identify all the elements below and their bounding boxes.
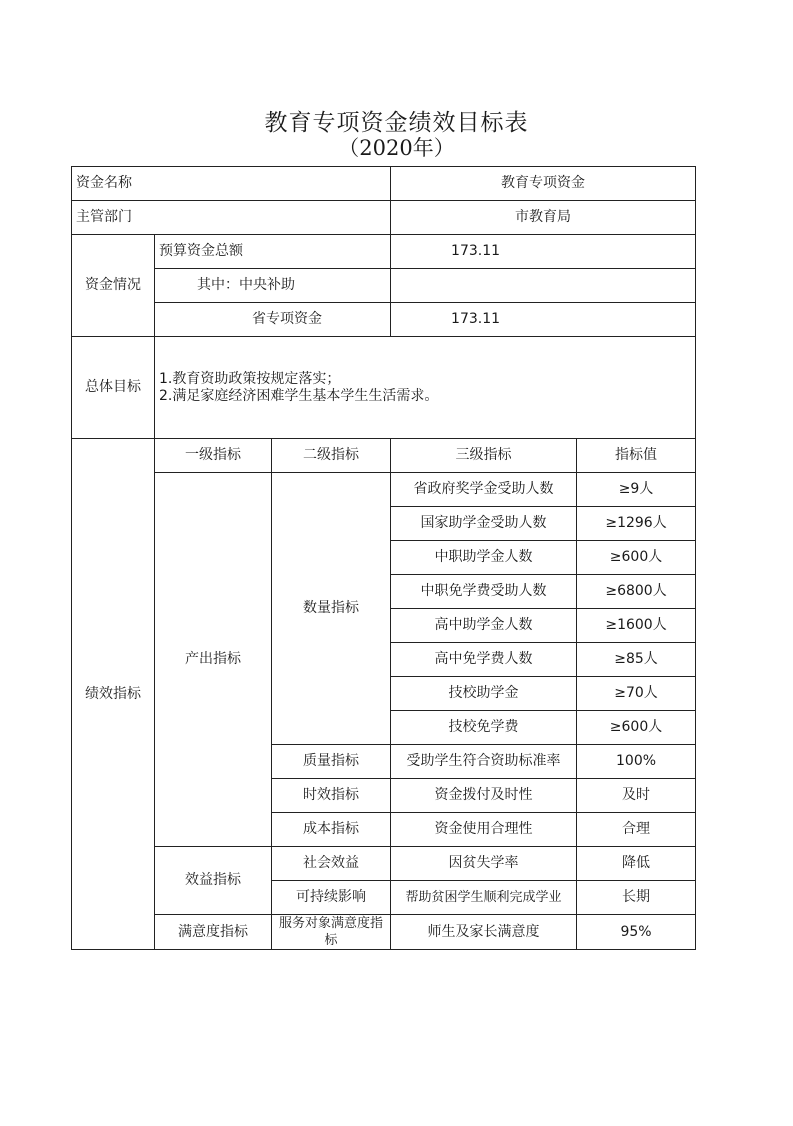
satisfaction-indicator-label: 满意度指标 — [155, 915, 272, 950]
overall-goal-content — [155, 337, 696, 439]
indicator-value: 降低 — [577, 847, 696, 881]
indicator-name: 资金拨付及时性 — [391, 779, 577, 813]
provincial-fund-label: 省专项资金 — [155, 303, 391, 337]
overall-goal-label: 总体目标 — [72, 337, 155, 439]
indicator-value: ≥85人 — [577, 643, 696, 677]
budget-total-value: 173.11 — [391, 235, 696, 269]
table-row — [72, 847, 696, 881]
fund-situation-label: 资金情况 — [72, 235, 155, 337]
quantity-indicator-label: 数量指标 — [272, 473, 391, 745]
table-row — [72, 303, 696, 337]
goal-line-2: 2.满足家庭经济困难学生基本学生生活需求。 — [159, 388, 439, 404]
table-row — [72, 915, 696, 950]
social-benefit-label: 社会效益 — [272, 847, 391, 881]
indicator-name: 技校免学费 — [391, 711, 577, 745]
header-level-1: 一级指标 — [155, 439, 272, 473]
indicator-name: 师生及家长满意度 — [391, 915, 577, 950]
cost-indicator-label: 成本指标 — [272, 813, 391, 847]
table-row — [72, 201, 696, 235]
indicator-value: 合理 — [577, 813, 696, 847]
fund-name-label: 资金名称 — [72, 167, 391, 201]
central-subsidy-label: 其中：中央补助 — [155, 269, 391, 303]
indicator-value: ≥70人 — [577, 677, 696, 711]
indicator-name: 技校助学金 — [391, 677, 577, 711]
table-row — [72, 439, 696, 473]
indicator-name: 中职免学费受助人数 — [391, 575, 577, 609]
indicator-value: 95% — [577, 915, 696, 950]
indicator-name: 中职助学金人数 — [391, 541, 577, 575]
indicators-label: 绩效指标 — [72, 439, 155, 950]
provincial-fund-value: 173.11 — [391, 303, 696, 337]
service-satisfaction-label: 服务对象满意度指标 — [272, 915, 391, 950]
dept-value: 市教育局 — [391, 201, 696, 235]
indicator-name: 资金使用合理性 — [391, 813, 577, 847]
indicator-name: 高中免学费人数 — [391, 643, 577, 677]
indicator-name: 省政府奖学金受助人数 — [391, 473, 577, 507]
indicator-name: 受助学生符合资助标准率 — [391, 745, 577, 779]
indicator-name: 国家助学金受助人数 — [391, 507, 577, 541]
quality-indicator-label: 质量指标 — [272, 745, 391, 779]
indicator-value: ≥1600人 — [577, 609, 696, 643]
budget-total-label: 预算资金总额 — [155, 235, 391, 269]
table-row — [72, 337, 696, 439]
output-indicator-label: 产出指标 — [155, 473, 272, 847]
page-title: 教育专项资金绩效目标表 — [264, 110, 529, 136]
fund-name-value: 教育专项资金 — [391, 167, 696, 201]
table-row — [72, 167, 696, 201]
goal-line-1: 1.教育资助政策按规定落实； — [159, 371, 341, 387]
table-row — [72, 269, 696, 303]
indicator-name: 因贫失学率 — [391, 847, 577, 881]
indicator-value: ≥600人 — [577, 541, 696, 575]
header-level-2: 二级指标 — [272, 439, 391, 473]
indicator-name: 高中助学金人数 — [391, 609, 577, 643]
indicator-value: ≥6800人 — [577, 575, 696, 609]
indicator-value: ≥600人 — [577, 711, 696, 745]
table-row — [72, 473, 696, 507]
central-subsidy-value — [391, 269, 696, 303]
header-value: 指标值 — [577, 439, 696, 473]
indicator-value: 长期 — [577, 881, 696, 915]
indicator-value: 及时 — [577, 779, 696, 813]
indicator-value: ≥9人 — [577, 473, 696, 507]
indicator-value: ≥1296人 — [577, 507, 696, 541]
benefit-indicator-label: 效益指标 — [155, 847, 272, 915]
sustainable-impact-label: 可持续影响 — [272, 881, 391, 915]
timeliness-indicator-label: 时效指标 — [272, 779, 391, 813]
indicator-name: 帮助贫困学生顺利完成学业 — [391, 881, 577, 915]
page-subtitle: （2020年） — [338, 136, 455, 160]
dept-label: 主管部门 — [72, 201, 391, 235]
table-row — [72, 235, 696, 269]
header-level-3: 三级指标 — [391, 439, 577, 473]
indicator-value: 100% — [577, 745, 696, 779]
performance-table — [71, 166, 696, 950]
